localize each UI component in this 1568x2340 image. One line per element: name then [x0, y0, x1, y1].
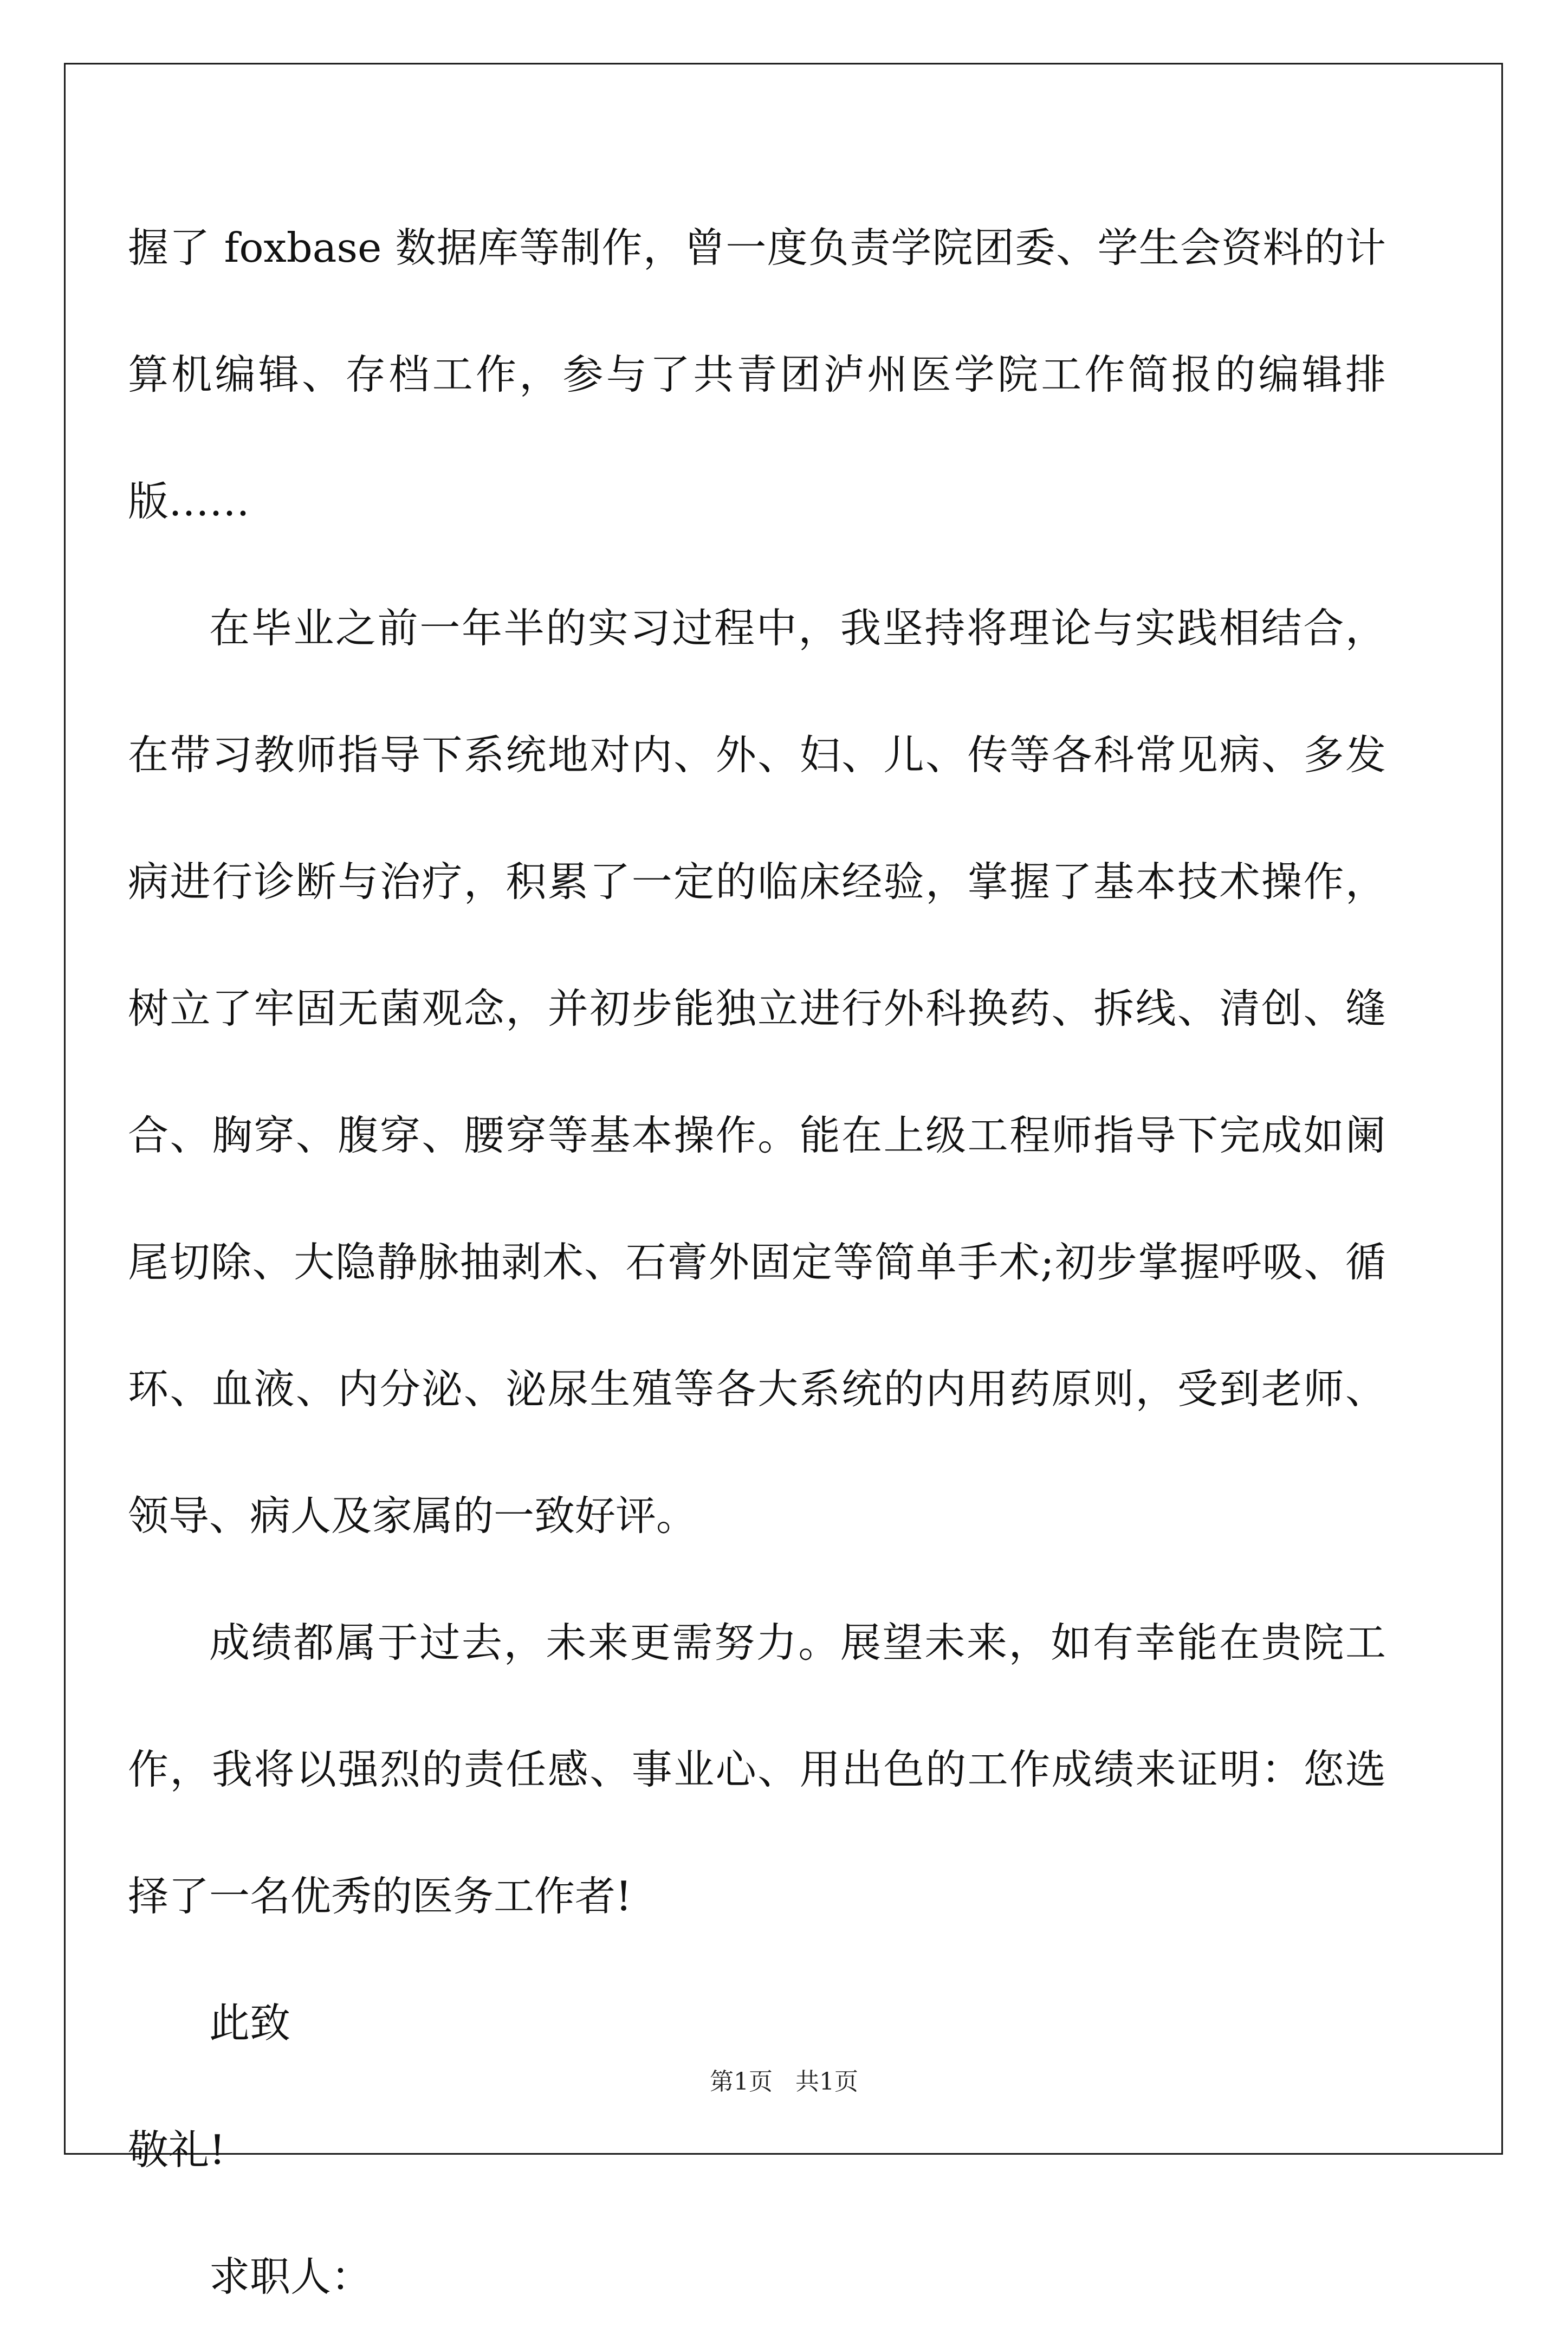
page-number: 第1页 共1页: [710, 2068, 858, 2096]
paragraph-internship: 在毕业之前一年半的实习过程中，我坚持将理论与实践相结合，在带习教师指导下系统地对内、外、妇、儿、传等各科常见病、多发病进行诊断与治疗，积累了一定的临床经验，掌握了基本技术操作，树立了牢固无菌观念，并初步能独立进行外科换药、拆线、清创、缝合、胸穿、腹穿、腰穿等基本操作。能在上级工程师指导下完成如阑尾切除、大隐静脉抽剥术、石膏外固定等简单手术;初步掌握呼吸、循环、血液、内分泌、泌尿生殖等各大系统的内用药原则，受到老师、领导、病人及家属的一致好评。: [128, 604, 1386, 1540]
paragraph-skills: 握了 foxbase 数据库等制作，曾一度负责学院团委、学生会资料的计算机编辑、存档工作，参与了共青团泸州医学院工作简报的编辑排版……: [128, 224, 1386, 525]
document-body: [128, 184, 1386, 2340]
salute-line: 敬礼!: [128, 2126, 226, 2174]
paragraph-outlook: 成绩都属于过去，未来更需努力。展望未来，如有幸能在贵院工作，我将以强烈的责任感、事业心、用出色的工作成绩来证明：您选择了一名优秀的医务工作者!: [128, 1619, 1386, 1920]
closing-line: 此致: [209, 1999, 291, 2047]
signature-label: 求职人：: [209, 2253, 372, 2300]
